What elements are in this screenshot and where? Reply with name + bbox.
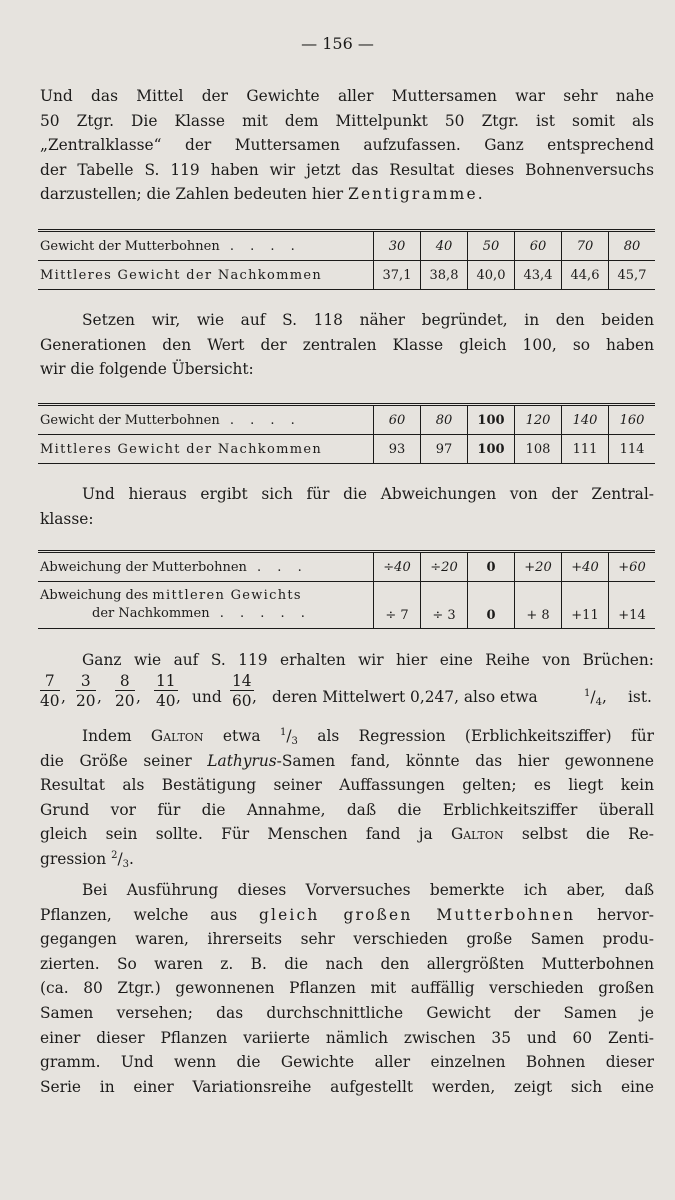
denominator: 3 (291, 736, 298, 747)
text-line: Samen versehen; das durchschnittliche Gewicht der Samen je (40, 1003, 654, 1022)
denominator: 3 (122, 858, 130, 870)
denominator: 40 (156, 692, 176, 710)
table-cell: +60 (609, 552, 656, 582)
page-number: — 156 — (301, 34, 374, 53)
denominator: 20 (76, 692, 96, 710)
denominator: 20 (115, 692, 135, 710)
table-cell: 80 (421, 405, 468, 435)
table-cell: 100 (468, 405, 515, 435)
text-fragment: die Größe seiner (40, 751, 208, 770)
table-cell: 114 (609, 435, 656, 464)
text-line: Ganz wie auf S. 119 erhalten wir hier eine Reihe von Brüchen: (82, 651, 654, 669)
table-cell: 60 (515, 231, 562, 261)
row-label-text: Gewicht der Mutterbohnen (40, 412, 220, 428)
text-fragment: darzustellen; die Zahlen bedeuten hier (40, 185, 349, 204)
numerator: 7 (40, 672, 60, 691)
paragraph-5 (40, 724, 654, 872)
table-cell: 108 (515, 435, 562, 464)
text-line: gramm. Und wenn die Gewichte aller einzelnen Bohnen dieser (40, 1053, 654, 1072)
text-fragment: etwa (203, 727, 280, 745)
row-label: Mittleres Gewicht der Nachkommen (40, 441, 323, 457)
table-cell: 70 (562, 231, 609, 261)
text-line: Und hieraus ergibt sich für die Abweichungen von der Zentral- (82, 485, 654, 503)
fraction (154, 672, 178, 711)
table-cell: 140 (562, 405, 609, 435)
text-line: „Zentralklasse“ der Muttersamen aufzufassen. Ganz entsprechend (40, 136, 654, 155)
table-cell: 0 (468, 582, 515, 629)
table-cell: ÷ 3 (421, 582, 468, 629)
table-cell: 93 (374, 435, 421, 464)
table-cell: ÷40 (374, 552, 421, 582)
table-cell: 97 (421, 435, 468, 464)
author-name: Galton (450, 825, 504, 844)
row-label-text: Gewicht der Mutterbohnen (40, 238, 220, 254)
table-row (38, 231, 655, 261)
text-line: Bei Ausführung dieses Vorversuches bemerkte ich aber, daß (82, 881, 654, 899)
text-fragment: -Samen fand, könnte das hier gewonnene (276, 751, 655, 770)
fraction (76, 672, 96, 711)
table-cell: 40,0 (468, 261, 515, 290)
table-cell: ÷ 7 (374, 582, 421, 629)
table-cell: 40 (421, 231, 468, 261)
inline-fraction: $^1/_4$, (584, 688, 607, 708)
numerator: 2 (111, 849, 118, 861)
author-name: Galton (150, 727, 204, 745)
row-label: Gewicht der Mutterbohnen . . . . (38, 231, 374, 261)
table-cell: 0 (468, 552, 515, 582)
table-cell: 38,8 (421, 261, 468, 290)
text-line: Setzen wir, wie auf S. 118 näher begründet, in den beiden (82, 311, 654, 329)
table-1 (38, 229, 655, 290)
table-cell: 120 (515, 405, 562, 435)
table-cell: 37,1 (374, 261, 421, 290)
text-line (40, 903, 654, 928)
text-line: wir die folgende Übersicht: (40, 360, 254, 379)
spaced-word: Zentigramme. (348, 185, 485, 204)
text-line: zierten. So waren z. B. die nach den allergrößten Mutterbohnen (40, 954, 654, 973)
spaced-phrase: gleich großen Mutterbohnen (258, 905, 576, 924)
text-line: gression $^2/_3$. (40, 849, 134, 870)
table-cell: 111 (562, 435, 609, 464)
fraction (40, 672, 60, 711)
text-line (40, 749, 654, 774)
text-fragment: selbst die Re- (503, 825, 654, 844)
italic-term: Lathyrus (207, 751, 277, 770)
text-line: (ca. 80 Ztgr.) gewonnenen Pflanzen mit auffällig verschieden großen (40, 979, 654, 998)
text-line: Und das Mittel der Gewichte aller Muttersamen war sehr nahe (40, 87, 654, 105)
table-cell: 45,7 (609, 261, 656, 290)
text-fragment: Pflanzen, welche aus (40, 905, 259, 924)
text-line: der Tabelle S. 119 haben wir jetzt das Resultat dieses Bohnenversuchs (40, 160, 654, 179)
text-fragment: gression (40, 849, 112, 868)
text-fragment: deren Mittelwert 0,247, also etwa (272, 688, 538, 706)
text-line: klasse: (40, 509, 94, 528)
table-cell: 30 (374, 231, 421, 261)
numerator: 14 (232, 672, 252, 690)
text-fragment: und (192, 688, 222, 706)
paragraph-2 (40, 308, 654, 382)
paragraph-1 (40, 84, 654, 207)
paragraph-3 (40, 482, 654, 531)
row-label: Abweichung der Mutterbohnen . . . (38, 552, 374, 582)
table-cell: +14 (609, 582, 656, 629)
table-2 (38, 403, 655, 464)
text-fragment: ist. (628, 688, 652, 706)
fraction (115, 672, 135, 711)
row-label-text: Abweichung der Mutterbohnen (40, 559, 247, 575)
row-label-text: der Nachkommen (92, 606, 210, 621)
denominator: 60 (232, 692, 252, 710)
table-cell: 60 (374, 405, 421, 435)
table-row (38, 405, 655, 435)
table-cell: 50 (468, 231, 515, 261)
text-fragment: . (129, 849, 134, 868)
numerator: 1 (279, 727, 287, 738)
paragraph-4 (40, 648, 654, 673)
spaced-word: mittleren Gewichts (152, 588, 302, 603)
row-label: Gewicht der Mutterbohnen . . . . (38, 405, 374, 435)
table-cell: 43,4 (515, 261, 562, 290)
table-cell: +11 (562, 582, 609, 629)
text-line (40, 822, 654, 847)
table-row (38, 552, 655, 582)
text-line: 50 Ztgr. Die Klasse mit dem Mittelpunkt 50 Ztgr. ist somit als (40, 111, 654, 130)
text-line (40, 182, 654, 207)
text-fragment: gleich sein sollte. Für Menschen fand ja (40, 825, 451, 844)
denominator: 40 (40, 692, 60, 710)
paragraph-6 (40, 878, 654, 1099)
denominator: 4 (595, 697, 602, 708)
fractions-line: $\frac{7}{40}$ , $\frac{3}{20}$ , $\frac{8}{20}$ , $\frac{11}{40}$ , und $\frac{14}{60}$ , deren Mittelwert 0,247, also etwa $^1/_4$, ist. (40, 672, 652, 710)
table-cell: + 8 (515, 582, 562, 629)
numerator: 1 (584, 688, 591, 699)
table-cell: +40 (562, 552, 609, 582)
numerator: 3 (76, 672, 96, 691)
table-cell: +20 (515, 552, 562, 582)
text-line: Resultat als Bestätigung seiner Auffassungen gelten; es liegt kein (40, 776, 654, 795)
table-cell: 80 (609, 231, 656, 261)
text-fragment: Indem (82, 727, 151, 745)
table-cell: 44,6 (562, 261, 609, 290)
text-fragment: als Regression (Erblichkeitsziffer) für (297, 727, 654, 745)
text-line: Serie in einer Variationsreihe aufgestellt werden, zeigt sich eine (40, 1077, 654, 1096)
numerator: 8 (115, 672, 135, 691)
row-label-text: Abweichung des (40, 588, 153, 603)
table-row (38, 582, 655, 629)
text-line: einer dieser Pflanzen variierte nämlich zwischen 35 und 60 Zenti- (40, 1028, 654, 1047)
text-line: Grund vor für die Annahme, daß die Erblichkeitsziffer überall (40, 800, 654, 819)
table-3 (38, 550, 655, 629)
table-cell: ÷20 (421, 552, 468, 582)
row-label: Abweichung des mittleren Gewichts der Nachkommen . . . . . (40, 588, 311, 621)
fraction (230, 672, 254, 711)
table-cell: 100 (468, 435, 515, 464)
text-line: Indem Galton etwa $^1/_3$ als Regression (Erblichkeitsziffer) für (82, 727, 654, 747)
text-line: Generationen den Wert der zentralen Klasse gleich 100, so haben (40, 335, 654, 354)
table-row (38, 261, 655, 290)
table-row (38, 435, 655, 464)
row-label: Mittleres Gewicht der Nachkommen (40, 267, 323, 283)
text-line: gegangen waren, ihrerseits sehr verschieden große Samen produ- (40, 930, 654, 949)
text-fragment: hervor- (575, 905, 654, 924)
table-cell: 160 (609, 405, 656, 435)
numerator: 11 (156, 672, 176, 690)
